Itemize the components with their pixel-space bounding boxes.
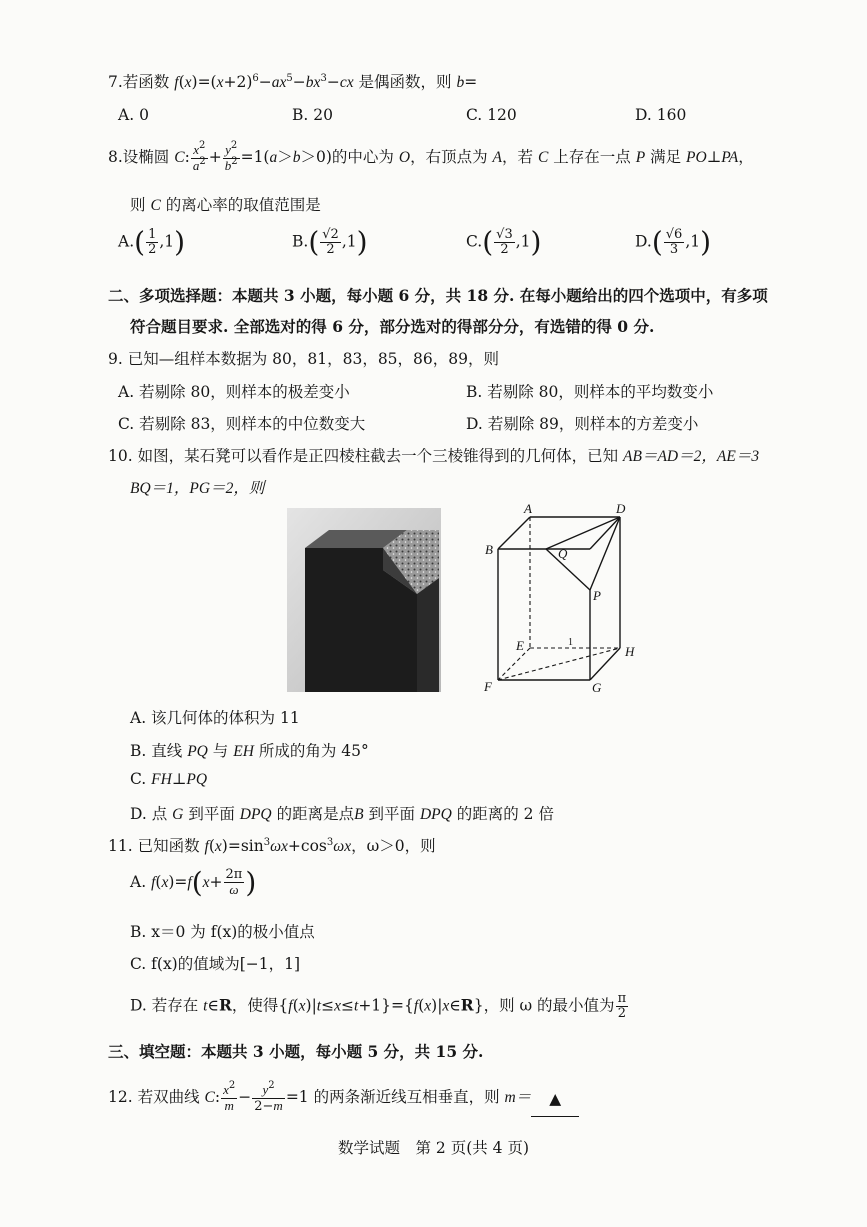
label-f: F [484, 679, 492, 694]
q10-stem: 10. 如图，某石凳可以看作是正四棱柱截去一个三棱锥得到的几何体，已知 AB＝AD＝2，AE＝3 [108, 447, 760, 465]
label-1: 1 [568, 637, 573, 648]
q11-option-b[interactable]: B. x＝0 为 f(x)的极小值点 [130, 923, 315, 941]
q8-option-a[interactable]: A.( $\frac{1}{2}$ ,1) [118, 225, 186, 259]
stone-bench-photo [287, 508, 441, 692]
label-e: E [516, 638, 524, 653]
label-g: G [592, 680, 602, 695]
section-2-heading-line2: 符合题目要求. 全部选对的得 6 分，部分选对的得部分分，有选错的得 0 分. [130, 317, 655, 336]
label-p: P [593, 588, 601, 603]
q11-stem: 11. 已知函数 $f(x)=\sin^3\omega x+\cos^3\omega x$，ω＞0，则 [108, 837, 436, 855]
q9-option-c[interactable]: C. 若剔除 83，则样本的中位数变大 [118, 415, 366, 433]
label-q: Q [558, 546, 568, 561]
geometry-figure [478, 502, 658, 698]
label-h: H [625, 644, 635, 659]
q11-option-a[interactable]: A. f(x)=f(x+ $\frac{2\pi}{\omega}$ ) [130, 866, 257, 899]
q7-option-c[interactable]: C. 120 [466, 106, 517, 124]
q8-option-b[interactable]: B.( $\frac{√2}{2}$ ,1) [292, 225, 368, 259]
q7-option-d[interactable]: D. 160 [635, 106, 687, 124]
q10-option-c[interactable]: C. FH⊥PQ [130, 770, 208, 788]
q8-option-c[interactable]: C.( $\frac{√3}{2}$ ,1) [466, 225, 542, 259]
q10-option-a[interactable]: A. 该几何体的体积为 11 [130, 709, 300, 727]
section-3-heading: 三、填空题：本题共 3 小题，每小题 5 分，共 15 分. [108, 1042, 484, 1061]
q8-option-d[interactable]: D.( $\frac{√6}{3}$ ,1) [635, 225, 712, 259]
answer-placeholder-triangle: ▲ [549, 1090, 562, 1108]
q9-option-a[interactable]: A. 若剔除 80，则样本的极差变小 [118, 383, 350, 401]
label-a: A [524, 502, 532, 516]
q12-stem: 12. 若双曲线 C: $\frac{x^2}{m}$ − $\frac{y^2}{2-m}$ =1 的两条渐近线互相垂直，则 m＝ ▲ [108, 1080, 579, 1115]
q8-stem: 8.设椭圆 C: $\frac{x^2}{a^2}$ + $\frac{y^2}{b^2}$ =1(a＞b＞0)的中心为 O，右顶点为 A，若 C 上存在一点 P 满足 PO⊥PA， [108, 139, 754, 173]
q11-option-d[interactable]: D. 若存在 t∈R，使得{f(x)|t≤x≤t+1}={f(x)|x∈R}，则 ω 的最小值为 $\frac{\pi}{2}$ [130, 991, 627, 1021]
q9-option-d[interactable]: D. 若剔除 89，则样本的方差变小 [466, 415, 699, 433]
q12-answer-blank[interactable] [531, 1082, 579, 1117]
q11-option-c[interactable]: C. f(x)的值域为[−1，1] [130, 955, 301, 973]
q7-option-a[interactable]: A. 0 [118, 106, 149, 124]
label-d: D [616, 502, 626, 516]
q7-stem: 7.若函数 $f(x)=(x+2)^6-ax^5-bx^3-cx$ 是偶函数，则 b= [108, 73, 478, 91]
q8-stem-line2: 则 C 的离心率的取值范围是 [130, 196, 321, 214]
section-2-heading: 二、多项选择题：本题共 3 小题，每小题 6 分，共 18 分. 在每小题给出的四个选项中，有多项 [108, 286, 768, 305]
label-b: B [485, 542, 493, 557]
q10-stem-line2: BQ＝1，PG＝2，则 [130, 480, 265, 497]
q7-option-b[interactable]: B. 20 [292, 106, 333, 124]
page-footer: 数学试题 第 2 页(共 4 页) [337, 1139, 530, 1157]
q9-option-b[interactable]: B. 若剔除 80，则样本的平均数变小 [466, 383, 714, 401]
q10-option-b[interactable]: B. 直线 PQ 与 EH 所成的角为 45° [130, 742, 369, 760]
q9-stem: 9. 已知—组样本数据为 80，81，83，85，86，89，则 [108, 350, 499, 368]
q10-option-d[interactable]: D. 点 G 到平面 DPQ 的距离是点B 到平面 DPQ 的距离的 2 倍 [130, 805, 554, 823]
